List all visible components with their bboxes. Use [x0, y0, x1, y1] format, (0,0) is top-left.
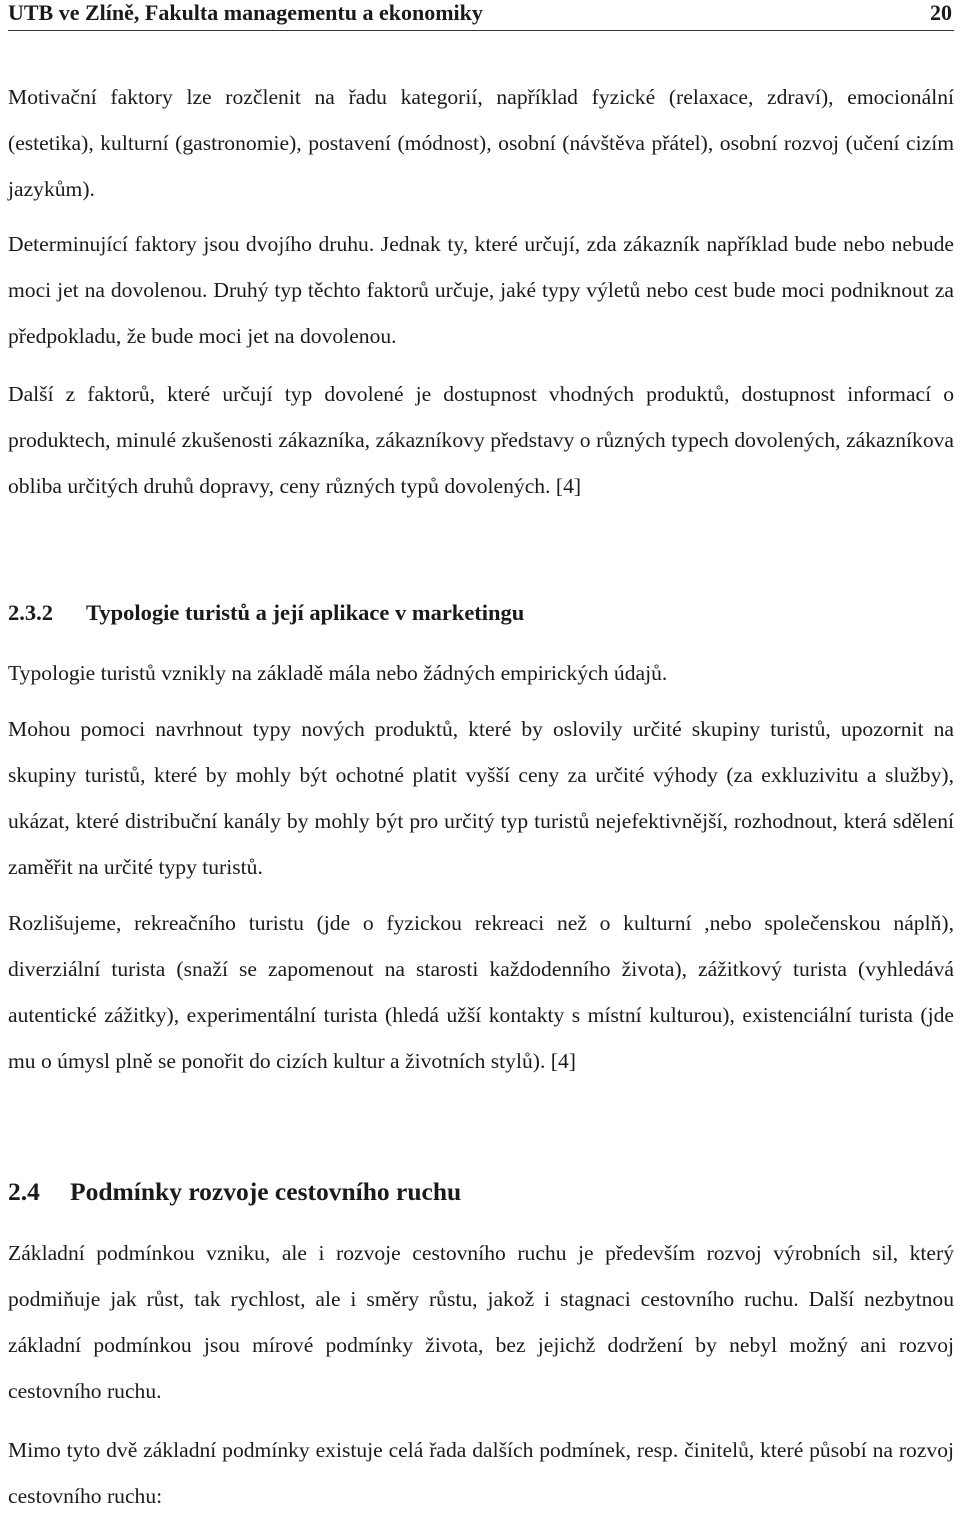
paragraph-motivation-factors: Motivační faktory lze rozčlenit na řadu kategorií, například fyzické (relaxace, zdraví), emocionální (estetika), kulturní (gastronomie), postavení (módnost), osobní (návštěva přátel), osobní rozvoj (učení cizím jazykům).	[8, 85, 954, 201]
section-number: 2.3.2	[8, 600, 53, 625]
paragraph-typology-use: Mohou pomoci navrhnout typy nových produktů, které by oslovily určité skupiny turistů, upozornit na skupiny turistů, které by mohly být ochotné platit vyšší ceny za určité výhody (za exkluzivitu a služby), ukázat, které distribuční kanály by mohly být pro určitý typ turistů nejefektivnější, rozhodnout, která sdělení zaměřit na určité typy turistů.	[8, 717, 954, 879]
page-number: 20	[930, 0, 952, 25]
running-header	[8, 0, 954, 31]
paragraph-other-conditions: Mimo tyto dvě základní podmínky existuje celá řada dalších podmínek, resp. činitelů, které působí na rozvoj cestovního ruchu:	[8, 1438, 954, 1508]
section-heading-2-4	[8, 1175, 954, 1209]
header-title: UTB ve Zlíně, Fakulta managementu a ekonomiky	[8, 0, 483, 25]
section-title: Podmínky rozvoje cestovního ruchu	[70, 1177, 462, 1206]
section-number: 2.4	[8, 1177, 40, 1206]
section-title: Typologie turistů a její aplikace v marketingu	[86, 600, 525, 625]
paragraph-determining-factors: Determinující faktory jsou dvojího druhu. Jednak ty, které určují, zda zákazník například bude nebo nebude moci jet na dovolenou. Druhý typ těchto faktorů určuje, jaké typy výletů nebo cest bude moci podniknout za předpokladu, že bude moci jet na dovolenou.	[8, 232, 954, 348]
paragraph-typology-origin: Typologie turistů vznikly na základě mála nebo žádných empirických údajů.	[8, 661, 668, 685]
paragraph-tourist-types: Rozlišujeme, rekreačního turistu (jde o fyzickou rekreaci než o kulturní ,nebo společenskou náplň), diverziální turista (snaží se zapomenout na starosti každodenního života), zážitkový turista (vyhledává autentické zážitky), experimentální turista (hledá užší kontakty s místní kulturou), existenciální turista (jde mu o úmysl plně se ponořit do cizích kultur a životních stylů). [4]	[8, 911, 954, 1073]
paragraph-basic-conditions: Základní podmínkou vzniku, ale i rozvoje cestovního ruchu je především rozvoj výrobních sil, který podmiňuje jak růst, tak rychlost, ale i směry růstu, jakož i stagnaci cestovního ruchu. Další nezbytnou základní podmínkou jsou mírové podmínky života, bez jejichž dodržení by nebyl možný ani rozvoj cestovního ruchu.	[8, 1241, 954, 1403]
section-heading-2-3-2	[8, 598, 954, 628]
paragraph-other-factors: Další z faktorů, které určují typ dovolené je dostupnost vhodných produktů, dostupnost informací o produktech, minulé zkušenosti zákazníka, zákazníkovy představy o různých typech dovolených, zákazníkova obliba určitých druhů dopravy, ceny různých typů dovolených. [4]	[8, 382, 954, 498]
